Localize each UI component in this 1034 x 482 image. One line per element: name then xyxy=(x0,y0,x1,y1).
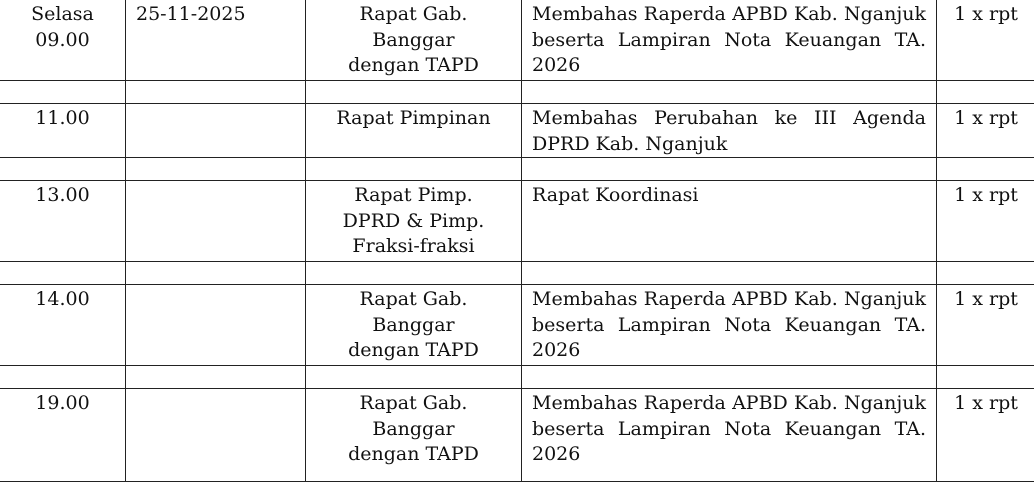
date-cell: 25-11-2025 xyxy=(126,0,306,81)
empty-cell xyxy=(306,158,522,181)
time-label: 11.00 xyxy=(10,106,115,132)
volume-cell: 1 x rpt xyxy=(937,0,1034,81)
kegiatan-line: DPRD & Pimp. xyxy=(316,209,511,235)
agenda-row xyxy=(0,104,1034,158)
agenda-row xyxy=(0,285,1034,366)
time-cell xyxy=(0,285,126,366)
kegiatan-cell xyxy=(306,181,522,262)
kegiatan-cell xyxy=(306,285,522,366)
kegiatan-line: dengan TAPD xyxy=(316,442,511,468)
empty-cell xyxy=(522,262,937,285)
keterangan-cell: Membahas Raperda APBD Kab. Nganjuk beserta Lampiran Nota Keuangan TA. 2026 xyxy=(522,285,937,366)
kegiatan-line: Rapat Gab. xyxy=(316,287,511,313)
empty-cell xyxy=(522,158,937,181)
empty-cell xyxy=(522,81,937,104)
kegiatan-cell xyxy=(306,0,522,81)
volume-cell: 1 x rpt xyxy=(937,181,1034,262)
spacer-row xyxy=(0,366,1034,389)
empty-cell xyxy=(0,81,126,104)
keterangan-cell: Membahas Raperda APBD Kab. Nganjuk beserta Lampiran Nota Keuangan TA. 2026 xyxy=(522,389,937,482)
keterangan-cell: Rapat Koordinasi xyxy=(522,181,937,262)
kegiatan-line: Rapat Gab. xyxy=(316,2,511,28)
kegiatan-line: Banggar xyxy=(316,28,511,54)
kegiatan-line: Rapat Pimpinan xyxy=(316,106,511,132)
volume-cell: 1 x rpt xyxy=(937,104,1034,158)
time-label: 19.00 xyxy=(10,391,115,417)
spacer-row xyxy=(0,81,1034,104)
time-label: 09.00 xyxy=(10,28,115,54)
volume-cell: 1 x rpt xyxy=(937,285,1034,366)
empty-cell xyxy=(126,262,306,285)
empty-cell xyxy=(937,81,1034,104)
spacer-row xyxy=(0,262,1034,285)
kegiatan-line: Rapat Gab. xyxy=(316,391,511,417)
empty-cell xyxy=(0,158,126,181)
empty-cell xyxy=(306,262,522,285)
time-cell xyxy=(0,104,126,158)
kegiatan-line: Fraksi-fraksi xyxy=(316,234,511,260)
empty-cell xyxy=(0,262,126,285)
time-cell xyxy=(0,389,126,482)
date-cell xyxy=(126,104,306,158)
empty-cell xyxy=(937,262,1034,285)
time-cell xyxy=(0,0,126,81)
volume-cell: 1 x rpt xyxy=(937,389,1034,482)
empty-cell xyxy=(306,81,522,104)
agenda-row xyxy=(0,389,1034,482)
time-label: 14.00 xyxy=(10,287,115,313)
empty-cell xyxy=(306,366,522,389)
kegiatan-line: Banggar xyxy=(316,313,511,339)
agenda-row xyxy=(0,0,1034,81)
empty-cell xyxy=(937,158,1034,181)
kegiatan-line: dengan TAPD xyxy=(316,338,511,364)
spacer-row xyxy=(0,158,1034,181)
kegiatan-line: dengan TAPD xyxy=(316,53,511,79)
kegiatan-line: Rapat Pimp. xyxy=(316,183,511,209)
kegiatan-cell xyxy=(306,104,522,158)
date-cell xyxy=(126,285,306,366)
date-cell xyxy=(126,389,306,482)
keterangan-cell: Membahas Raperda APBD Kab. Nganjuk beserta Lampiran Nota Keuangan TA. 2026 xyxy=(522,0,937,81)
empty-cell xyxy=(126,366,306,389)
agenda-row xyxy=(0,181,1034,262)
date-cell xyxy=(126,181,306,262)
day-label: Selasa xyxy=(10,2,115,28)
keterangan-cell: Membahas Perubahan ke III Agenda DPRD Kab. Nganjuk xyxy=(522,104,937,158)
empty-cell xyxy=(126,81,306,104)
empty-cell xyxy=(522,366,937,389)
kegiatan-cell xyxy=(306,389,522,482)
empty-cell xyxy=(937,366,1034,389)
time-label: 13.00 xyxy=(10,183,115,209)
empty-cell xyxy=(126,158,306,181)
kegiatan-line: Banggar xyxy=(316,417,511,443)
empty-cell xyxy=(0,366,126,389)
time-cell xyxy=(0,181,126,262)
